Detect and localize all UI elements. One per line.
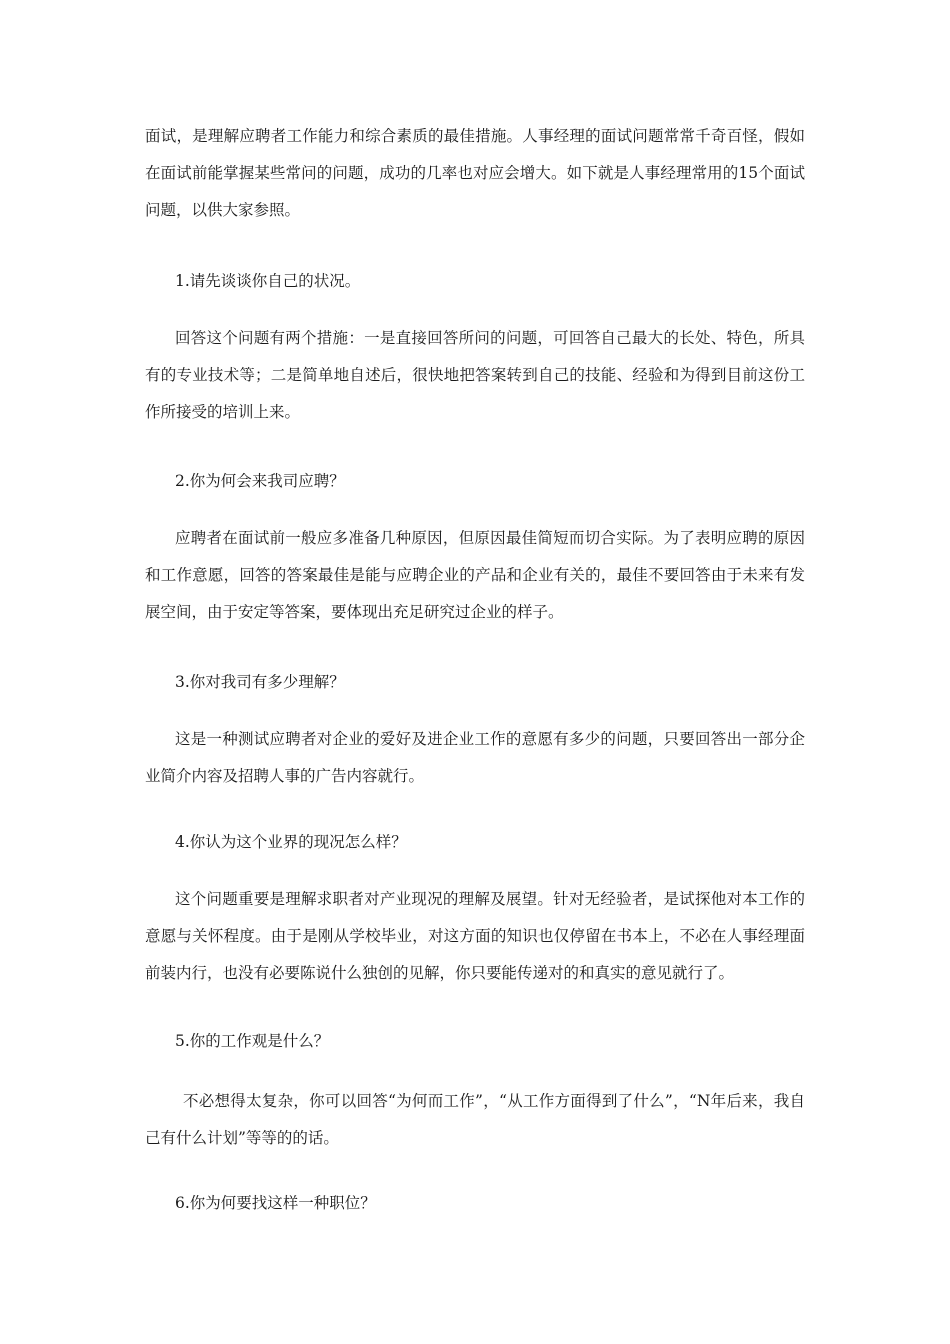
question-6: 6.你为何要找这样一种职位？ [175, 1194, 376, 1212]
question-1: 1.请先谈谈你自己的状况。 [175, 272, 361, 290]
answer-4: 这个问题重要是理解求职者对产业现况的理解及展望。针对无经验者，是试探他对本工作的意愿与关怀程度。由于是刚从学校毕业，对这方面的知识也仅停留在书本上，不必在人事经理面前装内行，也没有必要陈说什么独创的见解，你只要能传递对的和真实的意见就行了。 [145, 890, 805, 982]
answer-3: 这是一种测试应聘者对企业的爱好及进企业工作的意愿有多少的问题，只要回答出一部分企业简介内容及招聘人事的广告内容就行。 [145, 730, 805, 785]
answer-2: 应聘者在面试前一般应多准备几种原因，但原因最佳简短而切合实际。为了表明应聘的原因和工作意愿，回答的答案最佳是能与应聘企业的产品和企业有关的，最佳不要回答由于未来有发展空间，由于安定等答案，要体现出充足研究过企业的样子。 [145, 529, 805, 621]
question-2: 2.你为何会来我司应聘？ [175, 472, 345, 490]
intro-paragraph: 面试，是理解应聘者工作能力和综合素质的最佳措施。人事经理的面试问题常常千奇百怪，假如在面试前能掌握某些常问的问题，成功的几率也对应会增大。如下就是人事经理常用的15个面试问题，以供大家参照。 [145, 127, 805, 219]
question-5: 5.你的工作观是什么？ [175, 1032, 330, 1050]
answer-5: 不必想得太复杂，你可以回答“为何而工作”，“从工作方面得到了什么”，“N年后来，我自己有什么计划”等等的的话。 [145, 1092, 805, 1147]
question-3: 3.你对我司有多少理解？ [175, 673, 345, 691]
answer-1: 回答这个问题有两个措施：一是直接回答所问的问题，可回答自己最大的长处、特色，所具有的专业技术等；二是简单地自述后，很快地把答案转到自己的技能、经验和为得到目前这份工作所接受的培训上来。 [145, 329, 805, 421]
question-4: 4.你认为这个业界的现况怎么样？ [175, 833, 407, 851]
